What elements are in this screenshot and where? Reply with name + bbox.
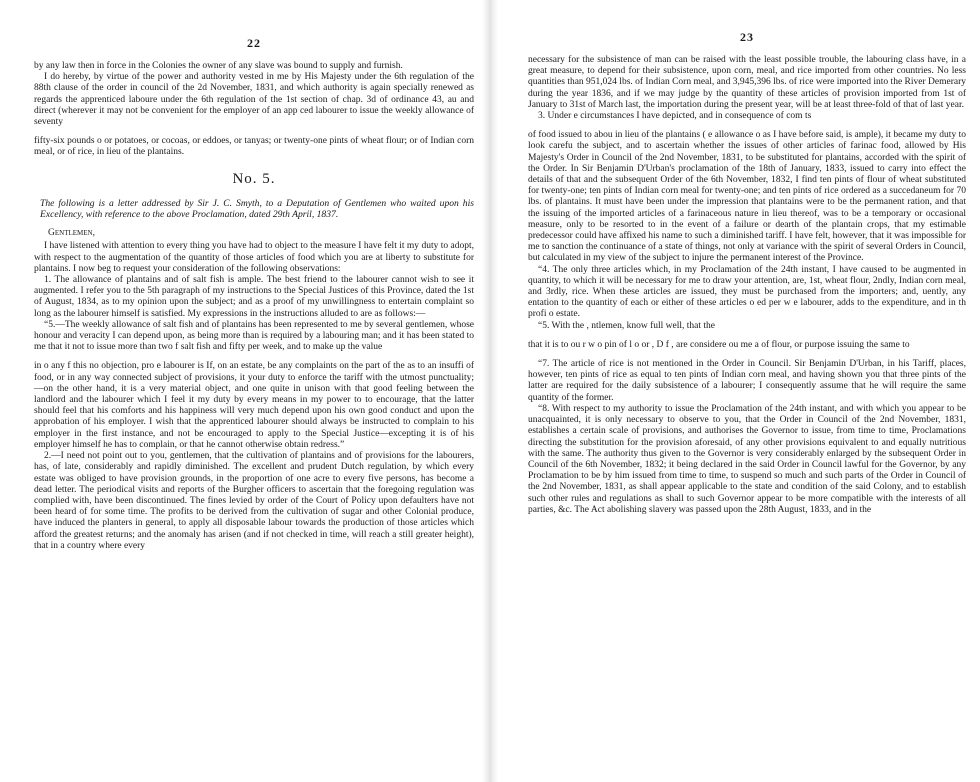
paragraph: 1. The allowance of plantains and of salt fish is ample. The best friend to the labourer cannot wish to see it augmented. I refer you to the 5th paragraph of my instructions to the Special Justices of this Province, dated the 1st of August, 1834, as to my opinion upon the subject; and as a proof of my unwillingness to entertain complaint so long as the labourer himself is satisfied. My expressions in the instructions alluded to are as follows:— (34, 275, 474, 319)
page-number-right: 23 (740, 30, 754, 44)
paragraph: “8. With respect to my authority to issue the Proclamation of the 24th instant, and with which you appear to be unacquainted, it is only necessary to observe to you, that the Order in Council of the 2nd November, 1831, establishes a certain scale of provisions, and authorises the Governor to issue, from time to time, Proclamations directing the substitution for the provision aforesaid, of any other provisions equivalent to and equally nutritious with the same. The authority thus given to the Governor is very considerably enlarged by the subsequent Order in Council of the 6th November, 1832; it being declared in the said Order in Council lawful for the Governor, by any Proclamation to be by him issued from time to time, to suspend so much and such parts of the Order in Council of the 2nd November, 1831, as shall appear applicable to the state and condition of the said Colony, and to establish such other rules and regulations as shall to such Governor appear to be more compatible with the interests of all parties, &c. The Act abolishing slavery was passed upon the 28th August, 1833, and in the (528, 403, 966, 515)
paragraph: in o any f this no objection, pro e labourer is If, on an estate, be any complaints on the part of the as to an insuffi of food, or in any way connected subject of provisions, it your duty to enforce the tariff with the utmost punctuality;—on the other hand, it is a very material object, and one quite in unison with that good feeling between the landlord and the labourer which I feel it my duty by every means in my power to to encourage, that the latter should feel that his comforts and his happiness will very much depend upon his own good conduct and upon the approbation of his employer. I wish that the apprenticed labourer should always be instructed to complain to his employer in the first instance, and not be encouraged to apply to the Special Justice—excepting it is of his employer himself he has to complain, or that he cannot otherwise obtain redress.” (34, 361, 474, 450)
paragraph: 2.—I need not point out to you, gentlemen, that the cultivation of plantains and of provisions for the labourers, has, of late, considerably and rapidly diminished. The excellent and prudent Dutch regulation, by which every estate was obliged to have provision grounds, in the proportion of one acre to every five persons, has become a dead letter. The periodical visits and reports of the Burgher officers to ascertain that the foregoing regulation was complied with, have been discontinued. The fines levied by order of the Court of Policy upon defaulters have not been heard of for some time. The profits to be derived from the cultivation of sugar and other Colonial produce, have induced the planters in general, to apply all disposable labour towards the production of those articles which afford the greatest returns; and the anomaly has arisen (and if not checked in time, will reach a still greater height), that in a country where every (34, 451, 474, 551)
paragraph: that it is to ou r w o pin of l o or , D f , are considere ou me a of flour, or purpose issuing the same to (528, 339, 910, 350)
paragraph: fifty-six pounds o or potatoes, or cocoas, or eddoes, or tanyas; or twenty-one pints of wheat flour; or of Indian corn meal, or of rice, in lieu of the plantains. (34, 136, 474, 158)
salutation: Gentlemen, (48, 228, 95, 239)
letter-intro: The following is a letter addressed by Sir J. C. Smyth, to a Deputation of Gentlemen who waited upon his Excellency, with reference to the above Proclamation, dated 29th April, 1837. (40, 197, 474, 221)
paragraph: “4. The only three articles which, in my Proclamation of the 24th instant, I have caused to be augmented in quantity, to which it will be necessary for me to draw your attention, are, 1st, wheat flour, 2ndly, Indian corn meal, and 3rdly, rice. When these articles are issued, they must be purchased from the importers; and, uently, any entation to the quantity of each or either of these articles o ed per w e labourer, adds to the expenditure, and in th profi o estate. (528, 264, 966, 320)
paragraph: “5. With the , ntlemen, know full well, that the (538, 320, 716, 331)
paragraph: I do hereby, by virtue of the power and authority vested in me by His Majesty under the 6th regulation of the 88th clause of the order in council of the 2d November, 1831, and which authority is again specially renewed as regards the apprenticed laboure under the 6th regulation of the 1st section of chap. 3d of ordinance 43, au and direct (wherever it may not be convenient for the employer of an app ced labourer to issue the weekly allowance of seventy (34, 72, 474, 128)
section-title: No. 5. (232, 170, 276, 187)
paragraph: “7. The article of rice is not mentioned in the Order in Council. Sir Benjamin D'Urban, in his Tariff, places, however, ten pints of rice as equal to ten pints of Indian corn meal, and having shown you that three pints of the latter are required for the daily subsistence of a labourer; I consequently assume that he will require the same quantity of the former. (528, 359, 966, 403)
paragraph: 3. Under e circumstances I have depicted, and in consequence of com ts (538, 111, 812, 122)
paragraph: “5.—The weekly allowance of salt fish and of plantains has been represented to me by several gentlemen, whose honour and veracity I can depend upon, as being more than is required by a labouring man; and it has been stated to me that it not to issue more than two f salt fish and fifty per week, and to make up the value (34, 319, 474, 353)
right-page (490, 0, 980, 782)
paragraph: by any law then in force in the Colonies the owner of any slave was bound to supply and furnish. (34, 61, 403, 71)
paragraph: necessary for the subsistence of man can be raised with the least possible trouble, the labouring class have, in a great measure, to depend for their subsistence, upon corn, meal, and rice imported from other countries. No less quantities than 951,024 lbs. of Indian Corn meal, and 3,945,396 lbs. of rice were imported into the River Demerary during the year 1836, and if we may judge by the quantity of these articles of provision imported from 1st of January to 31st of March last, the importation during the present year, will be at least three-fold of that of last year. (528, 55, 966, 110)
paragraph: I have listened with attention to every thing you have had to object to the measure I have felt it my duty to adopt, with respect to the augmentation of the quantity of those articles of food which you are at liberty to substitute for plantains. I now beg to request your consideration of the following observations: (34, 241, 474, 274)
paragraph: of food issued to abou in lieu of the plantains ( e allowance o as I have before said, is ample), it became my duty to look carefu the subject, and to ascertain whether the issues of other articles of farinac food, allowed by His Majesty's Order in Council of the 2nd November, 1831, to be substituted for plantains, accorded with the spirit of the Order. In Sir Benjamin D'Urban's proclamation of the 18th of January, 1833, issued to carry into effect the details of that and the subsequent Order of the 6th November, 1832, I find ten pints of flour of wheat substituted for twenty-one; ten pints of Indian corn meal for twenty-one; and ten pints of rice ordered as a succedaneum for 70 lbs. of plantains. It must have been under the impression that plantains were to be the permanent ration, and that the issuing of the imported articles of a farinaceous nature in lieu thereof, was to be a temporary or occasional measure, only to be resorted to in the event of a failure or dearth of the plantain crops, that my estimable predecessor could have affixed his name to such a diminished tariff. I have felt, however, that it was impossible for me to sanction the continuance of a state of things, not only at variance with the spirit of several Orders in Council, but calculated in my view of the subject to injure the permanent interest of the Province. (528, 130, 966, 264)
page-number-left: 22 (247, 36, 261, 50)
